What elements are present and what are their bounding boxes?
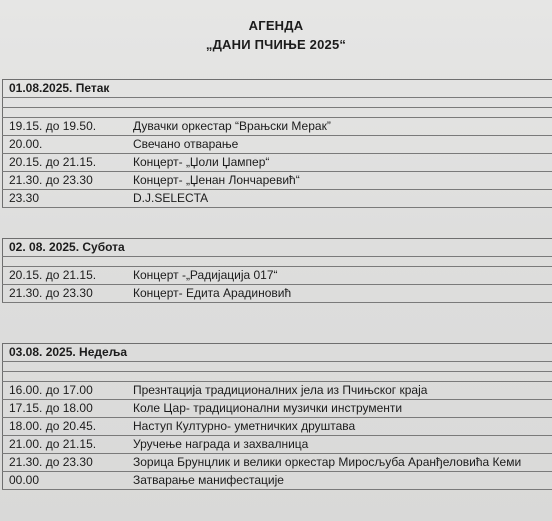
day-label: 01.08.2025. Петак bbox=[9, 81, 110, 95]
event-time: 20.15. до 21.15. bbox=[9, 155, 97, 169]
event-time: 18.00. до 20.45. bbox=[9, 419, 97, 433]
table-row bbox=[2, 154, 552, 172]
spacer-row bbox=[2, 257, 552, 267]
event-time: 17.15. до 18.00 bbox=[9, 401, 93, 415]
event-time: 19.15. до 19.50. bbox=[9, 119, 97, 133]
spacer-row bbox=[2, 362, 552, 372]
event-name: Концерт- „Џоли Џампер“ bbox=[133, 155, 270, 169]
event-name: Затварање манифестације bbox=[133, 473, 284, 487]
spacer-row bbox=[2, 108, 552, 118]
event-name: D.J.SELECTA bbox=[133, 191, 209, 205]
event-time: 20.15. до 21.15. bbox=[9, 268, 97, 282]
day-heading bbox=[2, 344, 552, 362]
event-time: 20.00. bbox=[9, 137, 43, 151]
table-row bbox=[2, 172, 552, 190]
event-time: 16.00. до 17.00 bbox=[9, 383, 93, 397]
day-heading bbox=[2, 80, 552, 98]
table-row bbox=[2, 400, 552, 418]
table-row bbox=[2, 267, 552, 285]
event-time: 21.30. до 23.30 bbox=[9, 286, 93, 300]
event-name: Концерт- „Џенан Лончаревић“ bbox=[133, 173, 300, 187]
event-name: Презнтација традиционалних јела из Пчињског краја bbox=[133, 383, 428, 397]
event-time: 21.30. до 23.30 bbox=[9, 173, 93, 187]
event-name: Коле Цар- традиционални музички инструменти bbox=[133, 401, 403, 415]
event-name: Зорица Брунцлик и велики оркестар Миросљуба Аранђеловића Кеми bbox=[133, 455, 522, 469]
event-name: Концерт- Едита Арадиновић bbox=[133, 286, 292, 300]
page-title: АГЕНДА bbox=[248, 18, 304, 33]
day-heading bbox=[2, 239, 552, 257]
table-row bbox=[2, 382, 552, 400]
table-row bbox=[2, 136, 552, 154]
table-row bbox=[2, 190, 552, 208]
day-label: 03.08. 2025. Недеља bbox=[9, 345, 127, 359]
event-name: Уручење награда и захвалница bbox=[133, 437, 309, 451]
day-table-3 bbox=[2, 343, 552, 490]
spacer-row bbox=[2, 372, 552, 382]
event-name: Свечано отварање bbox=[133, 137, 239, 151]
event-name: Дувачки оркестар “Врањски Мерак” bbox=[133, 119, 331, 133]
table-row bbox=[2, 436, 552, 454]
table-row bbox=[2, 454, 552, 472]
table-row bbox=[2, 285, 552, 303]
event-time: 21.00. до 21.15. bbox=[9, 437, 97, 451]
event-time: 23.30 bbox=[9, 191, 40, 205]
page-subtitle: „ДАНИ ПЧИЊЕ 2025“ bbox=[205, 37, 347, 52]
table-row bbox=[2, 418, 552, 436]
day-table-1 bbox=[2, 79, 552, 208]
table-row bbox=[2, 118, 552, 136]
event-time: 00.00 bbox=[9, 473, 40, 487]
event-time: 21.30. до 23.30 bbox=[9, 455, 93, 469]
event-name: Концерт -„Радијација 017“ bbox=[133, 268, 278, 282]
day-label: 02. 08. 2025. Субота bbox=[9, 240, 125, 254]
day-table-2 bbox=[2, 238, 552, 303]
spacer-row bbox=[2, 98, 552, 108]
event-name: Наступ Културно- уметничких друштава bbox=[133, 419, 356, 433]
table-row bbox=[2, 472, 552, 490]
